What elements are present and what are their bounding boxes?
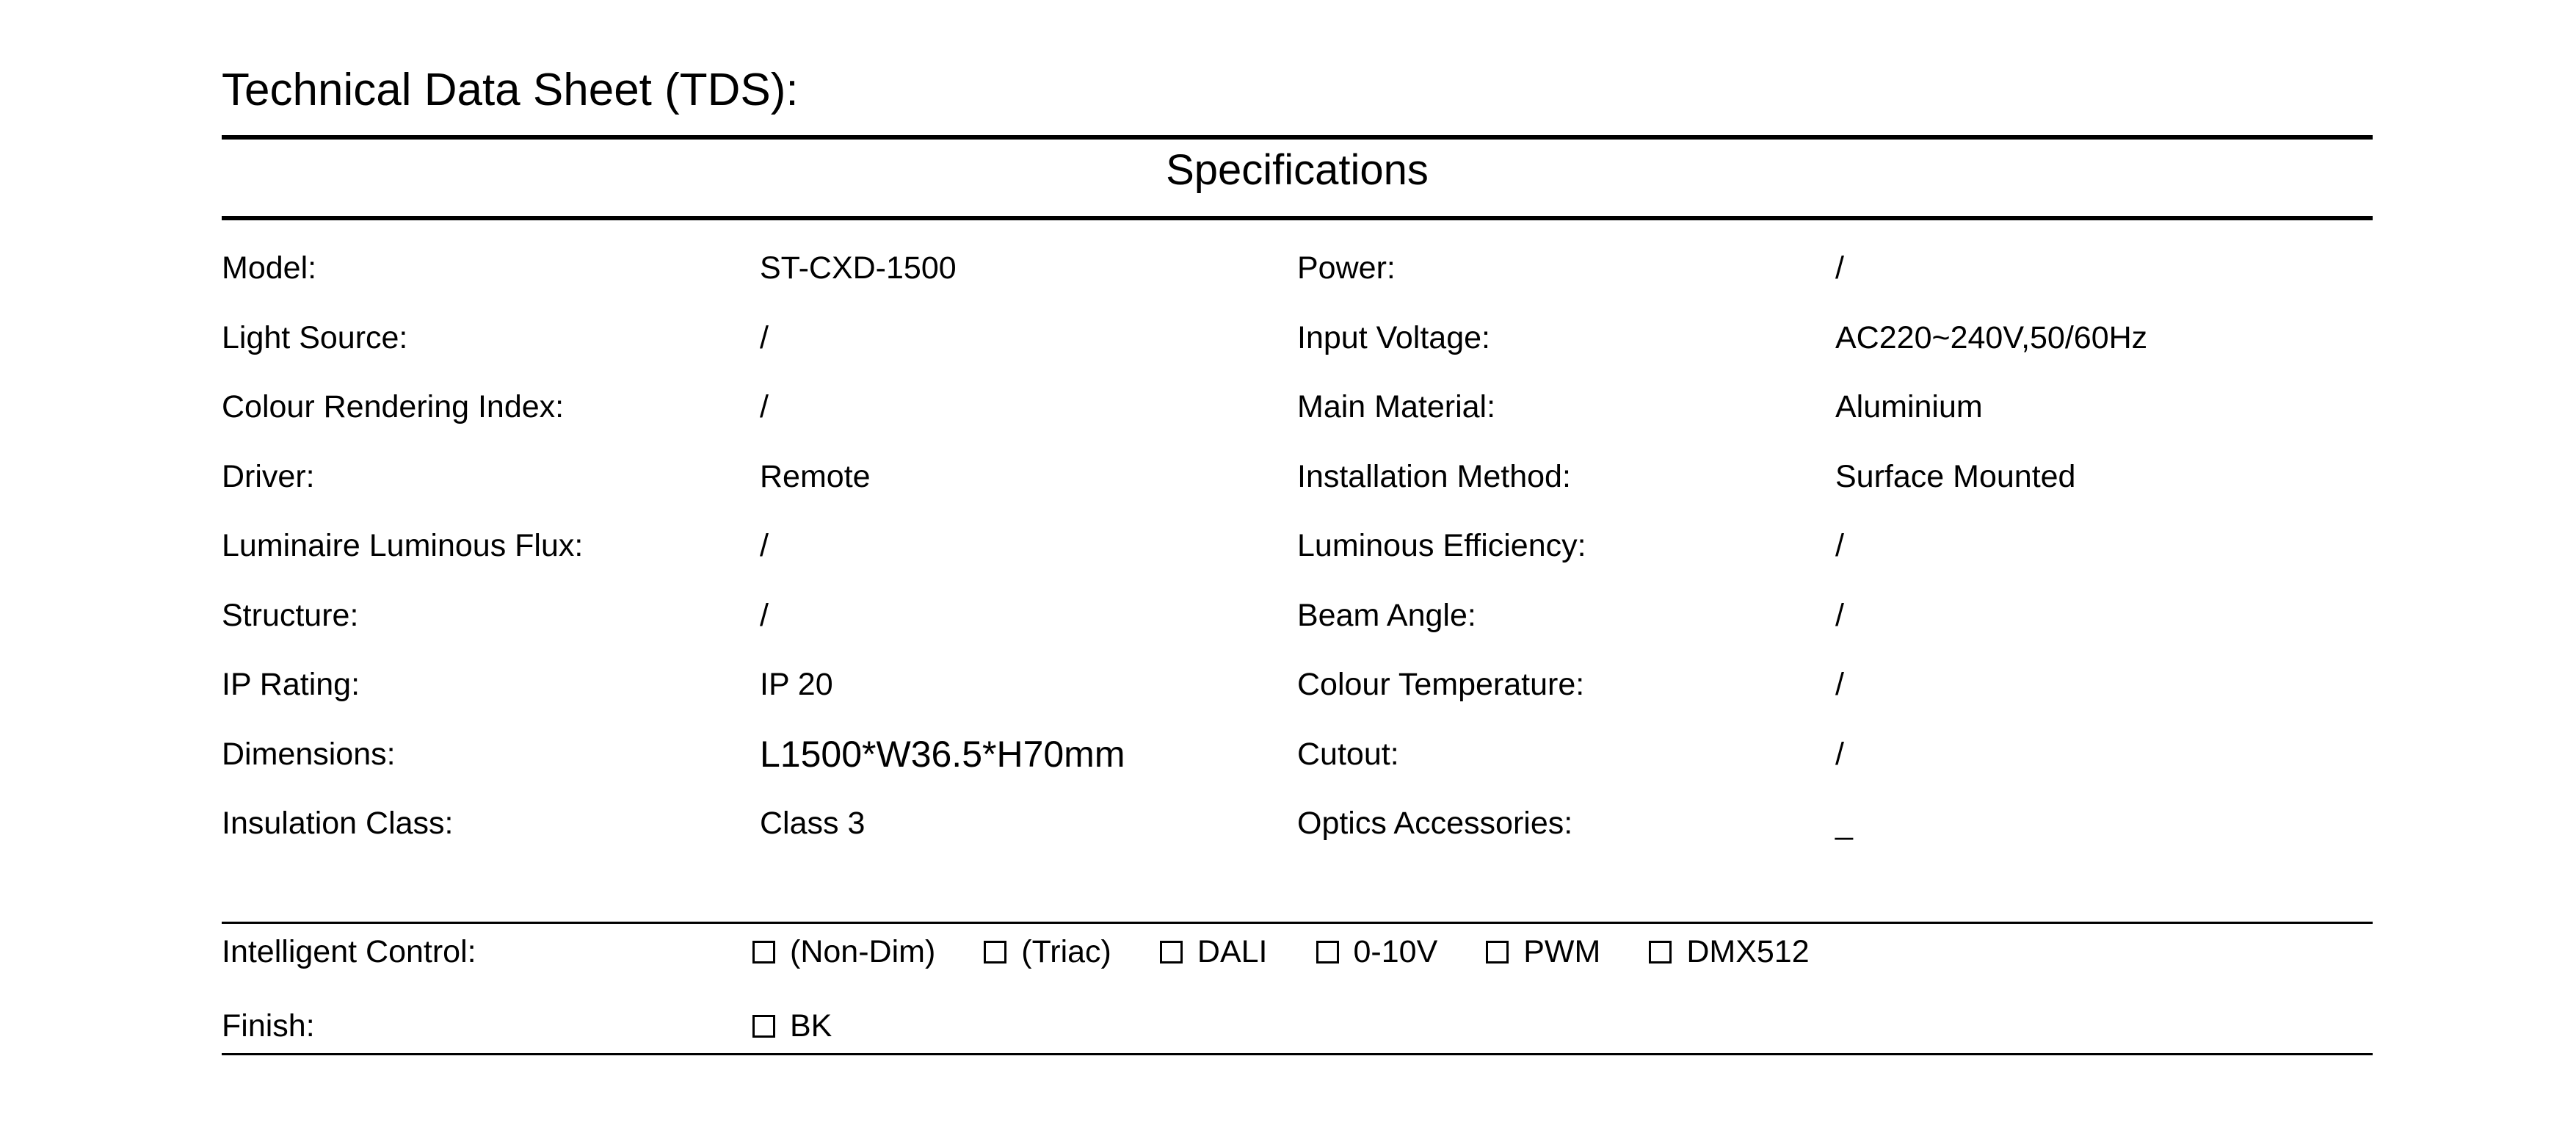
intelligent-control-label: Intelligent Control: (222, 934, 476, 969)
checkbox[interactable] (752, 1015, 775, 1038)
spec-label: Driver: (222, 459, 315, 494)
option-0-10v[interactable] (1316, 930, 1438, 974)
checkbox[interactable] (984, 941, 1006, 964)
option-dmx512[interactable] (1649, 930, 1809, 974)
checkbox[interactable] (1649, 941, 1672, 964)
spec-label: Dimensions: (222, 737, 396, 772)
spec-label: Structure: (222, 598, 359, 633)
spec-value: / (1835, 250, 1844, 286)
spec-row (0, 246, 2576, 290)
spec-value: / (1835, 528, 1844, 563)
spec-label: Colour Temperature: (1297, 667, 1585, 702)
option-pwm[interactable] (1486, 930, 1600, 974)
options-bottom-rule (222, 1053, 2373, 1055)
spec-value: L1500*W36.5*H70mm (760, 734, 1125, 775)
spec-label: Optics Accessories: (1297, 806, 1573, 841)
spec-value: Remote (760, 459, 871, 494)
option-label: BK (790, 1008, 832, 1044)
spec-value: ST-CXD-1500 (760, 250, 957, 286)
option-label: DMX512 (1686, 934, 1810, 969)
spec-value: _ (1835, 806, 1853, 841)
spec-label: Installation Method: (1297, 459, 1571, 494)
spec-value: / (760, 528, 769, 563)
option-label: (Triac) (1021, 934, 1111, 969)
title-rule (222, 135, 2373, 140)
spec-row (0, 662, 2576, 706)
intelligent-control-row (0, 930, 2576, 974)
spec-label: Colour Rendering Index: (222, 389, 565, 424)
spec-label: Cutout: (1297, 737, 1399, 772)
spec-row (0, 385, 2576, 429)
option-non-dim[interactable] (752, 930, 935, 974)
spec-value: / (1835, 667, 1844, 702)
spec-label: Luminous Efficiency: (1297, 528, 1586, 563)
spec-row (0, 732, 2576, 776)
finish-row (0, 1004, 2576, 1048)
option-dali[interactable] (1160, 930, 1268, 974)
spec-value: Aluminium (1835, 389, 1983, 424)
options-top-rule (222, 922, 2373, 924)
spec-row (0, 801, 2576, 845)
spec-label: Beam Angle: (1297, 598, 1476, 633)
finish-options (752, 1004, 880, 1048)
spec-value: / (760, 320, 769, 355)
heading-rule (222, 216, 2373, 220)
spec-value: AC220~240V,50/60Hz (1835, 320, 2148, 355)
spec-label: Input Voltage: (1297, 320, 1490, 355)
spec-row (0, 593, 2576, 637)
spec-label: Luminaire Luminous Flux: (222, 528, 584, 563)
checkbox[interactable] (752, 941, 775, 964)
spec-value: / (760, 598, 769, 633)
option-triac[interactable] (984, 930, 1111, 974)
spec-label: Model: (222, 250, 317, 286)
spec-value: / (1835, 737, 1844, 772)
option-label: (Non-Dim) (790, 934, 936, 969)
spec-value: Class 3 (760, 806, 866, 841)
spec-label: Insulation Class: (222, 806, 454, 841)
page-title: Technical Data Sheet (TDS): (222, 65, 799, 115)
spec-row (0, 524, 2576, 568)
spec-value: Surface Mounted (1835, 459, 2076, 494)
checkbox[interactable] (1486, 941, 1509, 964)
spec-row (0, 316, 2576, 360)
spec-value: / (760, 389, 769, 424)
option-label: 0-10V (1353, 934, 1438, 969)
spec-value: IP 20 (760, 667, 833, 702)
spec-label: Main Material: (1297, 389, 1496, 424)
checkbox[interactable] (1160, 941, 1183, 964)
option-bk[interactable] (752, 1004, 832, 1048)
option-label: PWM (1523, 934, 1601, 969)
spec-value: / (1835, 598, 1844, 633)
intelligent-control-options (752, 930, 1858, 974)
spec-label: Light Source: (222, 320, 408, 355)
spec-label: IP Rating: (222, 667, 360, 702)
finish-label: Finish: (222, 1008, 315, 1044)
spec-label: Power: (1297, 250, 1396, 286)
spec-row (0, 455, 2576, 499)
option-label: DALI (1197, 934, 1268, 969)
checkbox[interactable] (1316, 941, 1339, 964)
section-heading: Specifications (1166, 146, 1429, 194)
